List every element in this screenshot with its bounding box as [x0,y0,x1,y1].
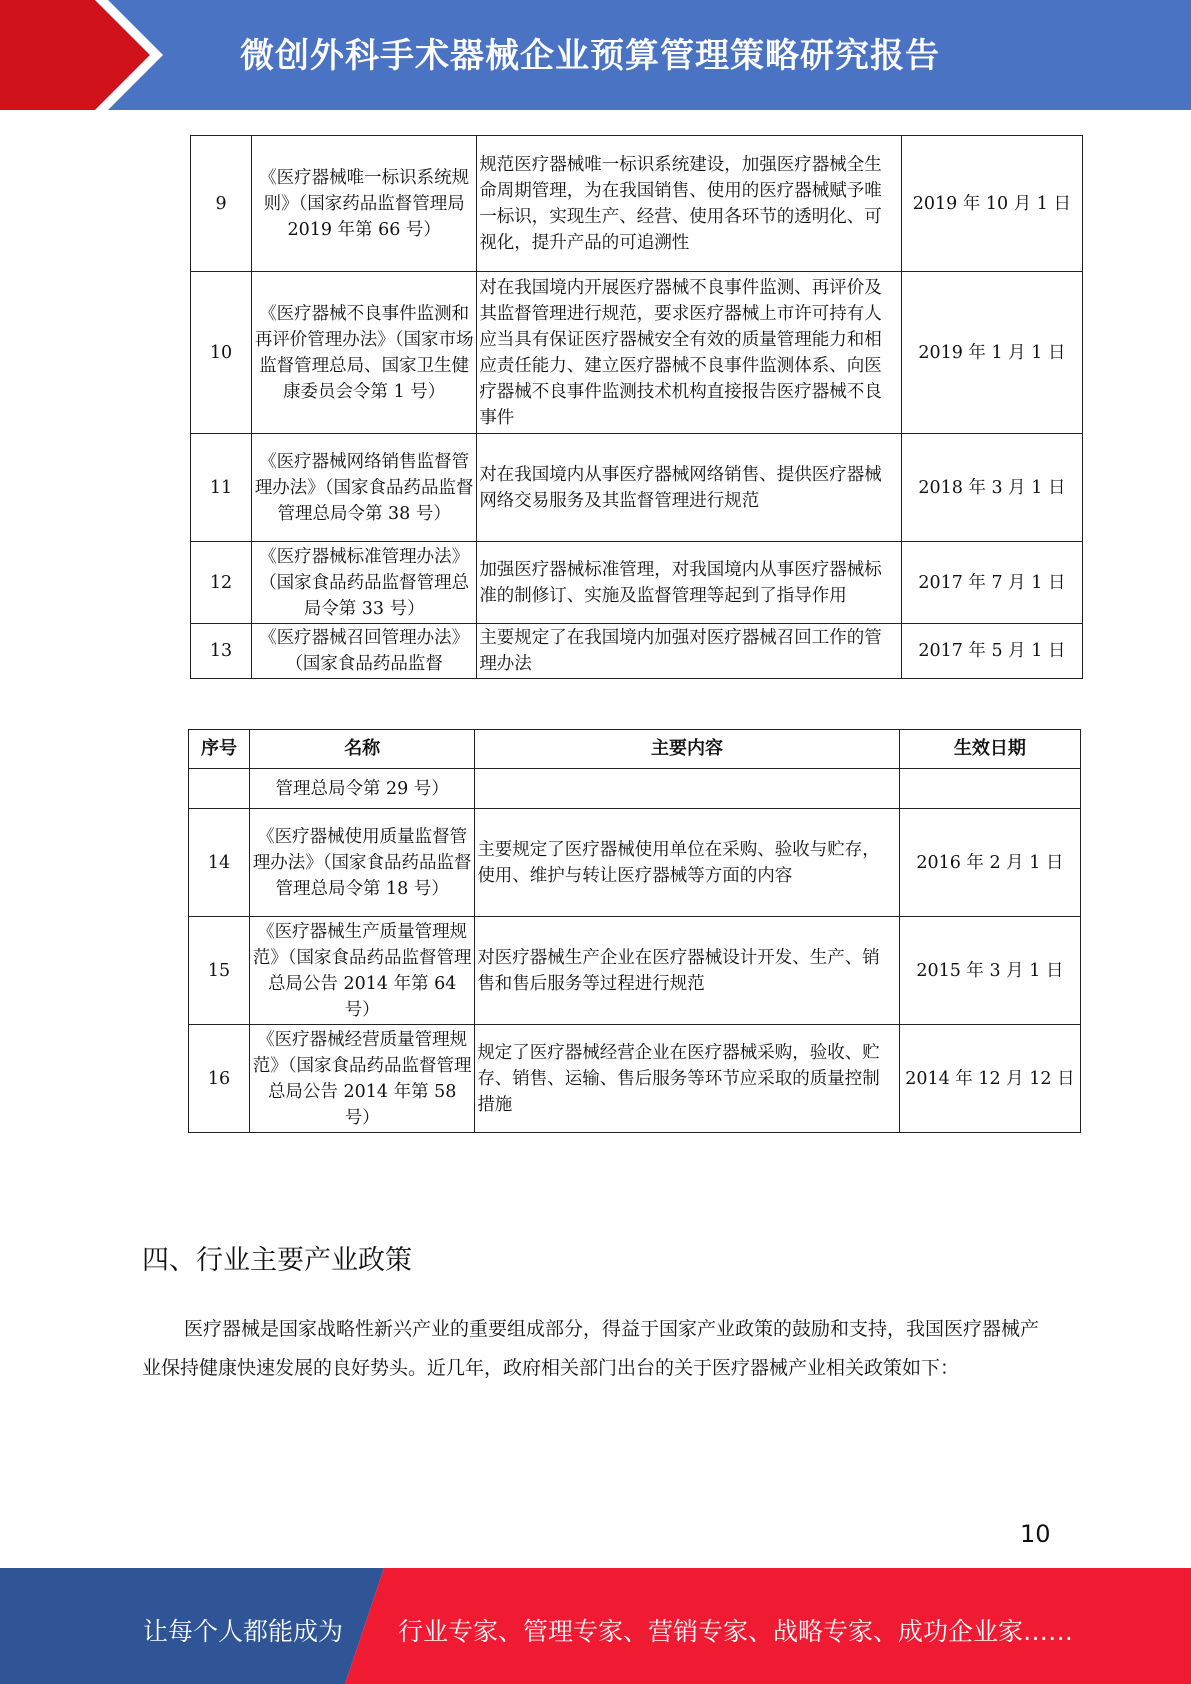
table-header-row [189,730,1081,769]
table-row [191,542,1083,624]
table-row [189,769,1081,809]
table-row [191,624,1083,679]
column-header-name: 名称 [250,730,475,769]
regulation-name: 管理总局令第 29 号） [250,769,475,809]
row-number [189,769,250,809]
footer-slogan-left: 让每个人都能成为 [143,1617,344,1646]
effective-date: 2018 年 3 月 1 日 [901,434,1082,542]
page-number: 10 [1020,1520,1051,1548]
effective-date: 2015 年 3 月 1 日 [899,917,1080,1025]
row-number: 14 [189,809,250,917]
regulation-name: 《医疗器械不良事件监测和再评价管理办法》（国家市场监督管理总局、国家卫生健康委员会令第 1 号） [252,272,477,434]
table-row [191,136,1083,272]
row-number: 11 [191,434,252,542]
column-header-number: 序号 [189,730,250,769]
column-header-date: 生效日期 [899,730,1080,769]
regulation-content: 对在我国境内开展医疗器械不良事件监测、再评价及其监督管理进行规范，要求医疗器械上市许可持有人应当具有保证医疗器械安全有效的质量管理能力和相应责任能力、建立医疗器械不良事件监测体系、向医疗器械不良事件监测技术机构直接报告医疗器械不良事件 [477,272,901,434]
effective-date [899,769,1080,809]
regulation-content: 加强医疗器械标准管理，对我国境内从事医疗器械标准的制修订、实施及监督管理等起到了指导作用 [477,542,901,624]
regulation-name: 《医疗器械使用质量监督管理办法》（国家食品药品监督管理总局令第 18 号） [250,809,475,917]
report-title: 微创外科手术器械企业预算管理策略研究报告 [240,36,940,76]
effective-date: 2019 年 1 月 1 日 [901,272,1082,434]
effective-date: 2014 年 12 月 12 日 [899,1025,1080,1133]
page-footer [0,1568,1191,1684]
page-header [0,0,1191,110]
effective-date: 2019 年 10 月 1 日 [901,136,1082,272]
table-row [189,809,1081,917]
row-number: 15 [189,917,250,1025]
row-number: 10 [191,272,252,434]
footer-slogan-right: 行业专家、管理专家、营销专家、战略专家、成功企业家…… [398,1617,1074,1646]
regulation-content: 对在我国境内从事医疗器械网络销售、提供医疗器械网络交易服务及其监督管理进行规范 [477,434,901,542]
regulation-content: 主要规定了医疗器械使用单位在采购、验收与贮存，使用、维护与转让医疗器械等方面的内容 [475,809,899,917]
table-row [189,917,1081,1025]
regulation-content: 主要规定了在我国境内加强对医疗器械召回工作的管理办法 [477,624,901,679]
regulation-name: 《医疗器械标准管理办法》（国家食品药品监督管理总局令第 33 号） [252,542,477,624]
row-number: 9 [191,136,252,272]
regulation-name: 《医疗器械生产质量管理规范》（国家食品药品监督管理总局公告 2014 年第 64 号） [250,917,475,1025]
effective-date: 2017 年 5 月 1 日 [901,624,1082,679]
regulations-table-continued [190,135,1083,679]
section-paragraph: 医疗器械是国家战略性新兴产业的重要组成部分，得益于国家产业政策的鼓励和支持，我国医疗器械产业保持健康快速发展的良好势头。近几年，政府相关部门出台的关于医疗器械产业相关政策如下： [142,1318,1040,1379]
regulation-content [475,769,899,809]
row-number: 13 [191,624,252,679]
row-number: 12 [191,542,252,624]
table-row [191,434,1083,542]
regulation-content: 对医疗器械生产企业在医疗器械设计开发、生产、销售和售后服务等过程进行规范 [475,917,899,1025]
regulation-content: 规范医疗器械唯一标识系统建设，加强医疗器械全生命周期管理，为在我国销售、使用的医疗器械赋予唯一标识，实现生产、经营、使用各环节的透明化、可视化，提升产品的可追溯性 [477,136,901,272]
section-heading: 四、行业主要产业政策 [142,1245,412,1276]
regulation-name: 《医疗器械网络销售监督管理办法》（国家食品药品监督管理总局令第 38 号） [252,434,477,542]
regulation-name: 《医疗器械召回管理办法》（国家食品药品监督 [252,624,477,679]
effective-date: 2017 年 7 月 1 日 [901,542,1082,624]
table-row [189,1025,1081,1133]
regulation-name: 《医疗器械唯一标识系统规则》（国家药品监督管理局 2019 年第 66 号） [252,136,477,272]
effective-date: 2016 年 2 月 1 日 [899,809,1080,917]
regulation-name: 《医疗器械经营质量管理规范》（国家食品药品监督管理总局公告 2014 年第 58 号） [250,1025,475,1133]
table-row [191,272,1083,434]
regulations-table [188,729,1081,1133]
row-number: 16 [189,1025,250,1133]
regulation-content: 规定了医疗器械经营企业在医疗器械采购，验收、贮存、销售、运输、售后服务等环节应采取的质量控制措施 [475,1025,899,1133]
column-header-content: 主要内容 [475,730,899,769]
